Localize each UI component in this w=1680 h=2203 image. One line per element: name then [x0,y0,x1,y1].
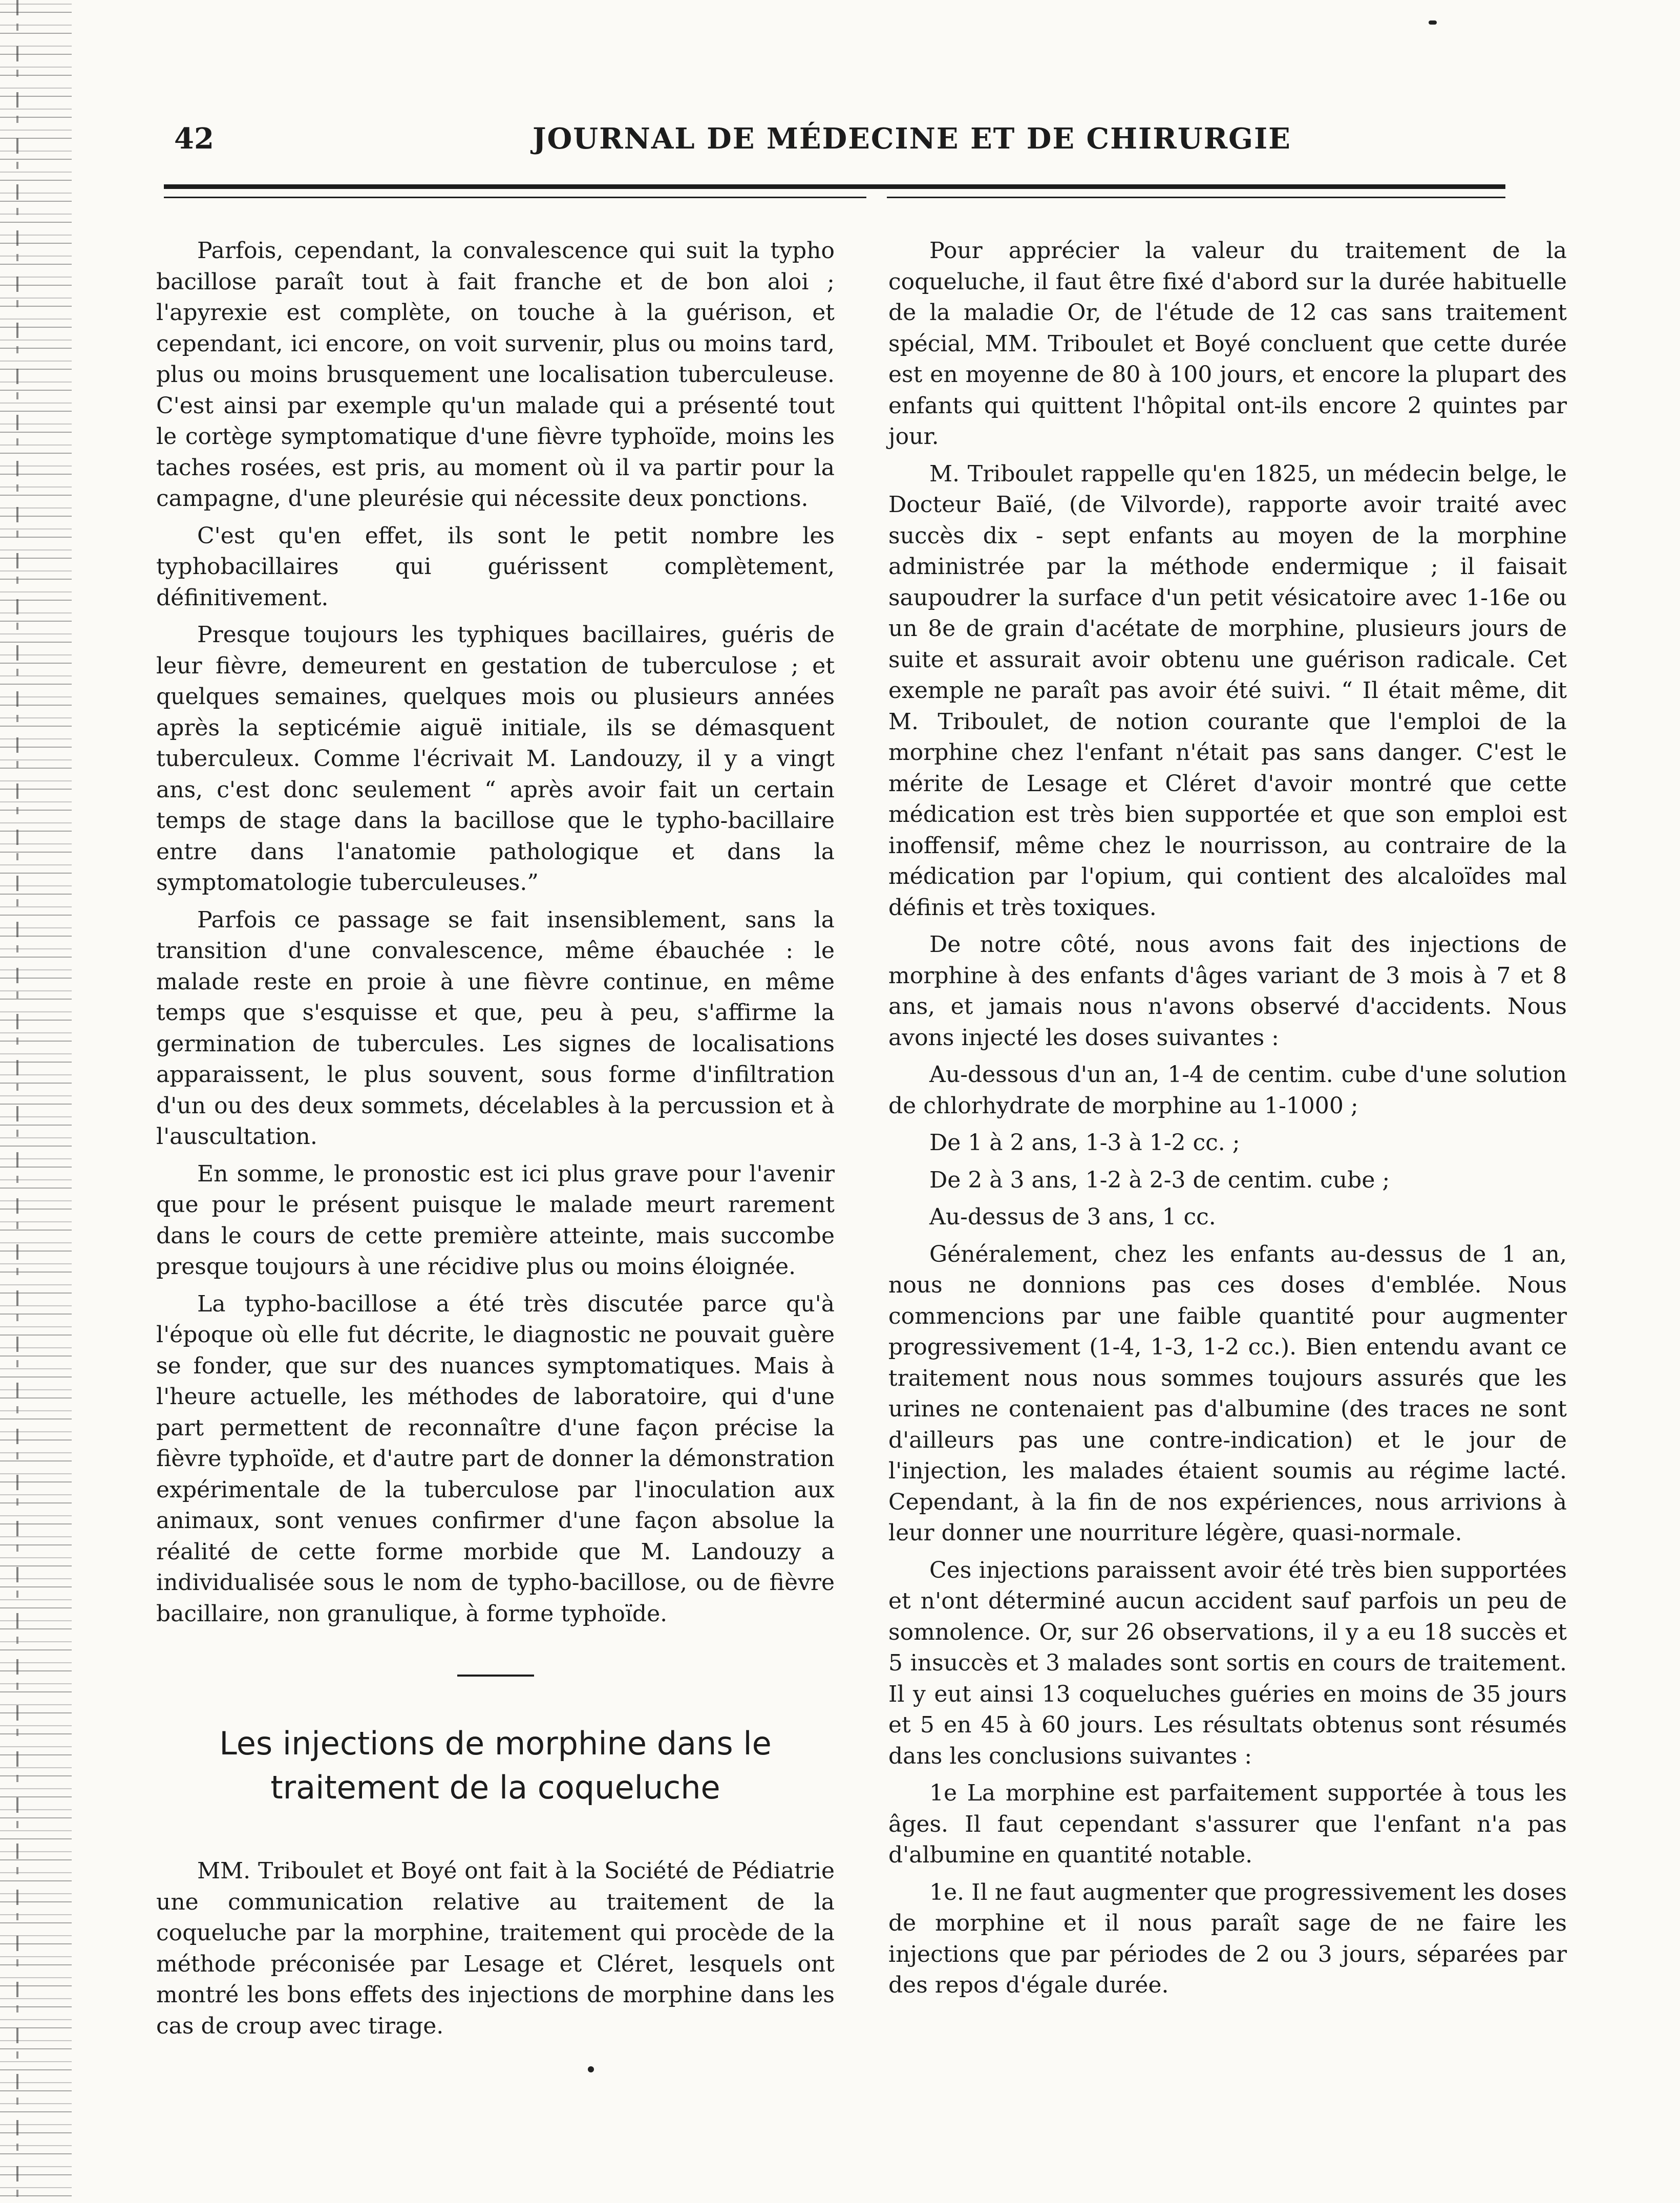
left-paragraph-6: La typho-bacillose a été très discutée parce qu'à l'époque où elle fut décrite, le diagnostic ne pouvait guère se fonder, que sur des nuances symptomatiques. Mais à l'heure actuelle, les méthodes de laboratoire, qui d'une part permettent de reconnaître d'une façon précise la fièvre typhoïde, et d'autre part de donner la démonstration expérimentale de la tuberculose par l'inoculation aux animaux, sont venues confirmer d'une façon absolue la réalité de cette forme morbide que M. Landouzy a individualisée sous le nom de typho-bacillose, ou de fièvre bacillaire, non granulique, à forme typhoïde. [156,1290,835,1627]
right-paragraph-1: Pour apprécier la valeur du traitement de la coqueluche, il faut être fixé d'abord sur la durée habituelle de la maladie Or, de l'étude de 12 cas sans traitement spécial, MM. Triboulet et Boyé concluent que cette durée est en moyenne de 80 à 100 jours, et encore la plupart des enfants qui quittent l'hôpital ont-ils encore 2 quintes par jour. [888,238,1567,450]
right-paragraph-2: M. Triboulet rappelle qu'en 1825, un médecin belge, le Docteur Baïé, (de Vilvorde), rapporte avoir traité avec succès dix - sept enfants au moyen de la morphine administrée par la méthode endermique ; il faisait saupoudrer la surface d'un petit vésicatoire avec 1-16e ou un 8e de grain d'acétate de morphine, plusieurs jours de suite et assurait avoir obtenu une guérison radicale. Cet exemple ne paraît pas avoir été suivi. “ Il était même, dit M. Triboulet, de notion courante que l'emploi de la morphine chez l'enfant n'était pas sans danger. C'est le mérite de Lesage et Cléret d'avoir montré que cette médication est très bien supportée et que son emploi est inoffensif, même chez le nourrisson, au contraire de la médication par l'opium, qui contient des alcaloïdes mal définis et très toxiques. [888,460,1567,921]
left-column [156,236,835,2048]
left-paragraph-1: Parfois, cependant, la convalescence qui suit la typho bacillose paraît tout à fait franche et de bon aloi ; l'apyrexie est complète, on touche à la guérison, et cependant, ici encore, on voit survenir, plus ou moins tard, plus ou moins brusquement une localisation tuberculeuse. C'est ainsi par exemple qu'un malade qui a présenté tout le cortège symptomatique d'une fièvre typhoïde, moins les taches rosées, est pris, au moment où il va partir pour la campagne, d'une pleurésie qui nécessite deux ponctions. [156,238,835,512]
scanned-page-edge [0,0,72,2203]
dose-line-4: Au-dessus de 3 ans, 1 cc. [929,1204,1216,1230]
page-number: 42 [174,122,214,156]
right-column [888,236,1567,2007]
dose-line-1: Au-dessous d'un an, 1-4 de centim. cube d'une solution de chlorhydrate de morphine au 1-1000 ; [888,1062,1567,1119]
left-paragraph-5: En somme, le pronostic est ici plus grave pour l'avenir que pour le présent puisque le malade meurt rarement dans le cours de cette première atteinte, mais succombe presque toujours à une récidive plus ou moins éloignée. [156,1160,835,1280]
left-paragraph-4: Parfois ce passage se fait insensiblement, sans la transition d'une convalescence, même ébauchée : le malade reste en proie à une fièvre continue, en même temps que s'esquisse et que, peu à peu, s'affirme la germination de tubercules. Les signes de localisations apparaissent, le plus souvent, sous forme d'infiltration d'un ou des deux sommets, décelables à la percussion et à l'auscultation. [156,906,835,1150]
header-rule-thick [164,184,1505,189]
rule-column-gap [866,190,887,201]
print-speck [588,2066,594,2072]
right-paragraph-5: Ces injections paraissent avoir été très bien supportées et n'ont déterminé aucun accident sauf parfois un peu de somnolence. Or, sur 26 observations, il y a eu 18 succès et 5 insuccès et 3 malades sont sortis en cours de traitement. Il y eut ainsi 13 coqueluches guéries en moins de 35 jours et 5 en 45 à 60 jours. Les résultats obtenus sont résumés dans les conclusions suivantes : [888,1557,1567,1769]
print-speck [1429,20,1437,25]
left-paragraph-3: Presque toujours les typhiques bacillaires, guéris de leur fièvre, demeurent en gestation de tuberculose ; et quelques semaines, quelques mois ou plusieurs années après la septicémie aiguë initiale, ils se démasquent tuberculeux. Comme l'écrivait M. Landouzy, il y a vingt ans, c'est donc seulement “ après avoir fait un certain temps de stage dans la bacillose que le typho-bacillaire entre dans l'anatomie pathologique et dans la symptomatologie tuberculeuses.” [156,622,835,896]
section-paragraph: MM. Triboulet et Boyé ont fait à la Société de Pédiatrie une communication relative au traitement de la coqueluche par la morphine, traitement qui procède de la méthode préconisée par Lesage et Cléret, lesquels ont montré les bons effets des injections de morphine dans les cas de croup avec tirage. [156,1858,835,2039]
conclusion-2: 1e. Il ne faut augmenter que progressivement les doses de morphine et il nous paraît sage de ne faire les injections que par périodes de 2 ou 3 jours, séparées par des repos d'égale durée. [888,1879,1567,1998]
dose-line-2: De 1 à 2 ans, 1-3 à 1-2 cc. ; [929,1130,1240,1156]
running-header [174,122,1505,168]
journal-title: JOURNAL DE MÉDECINE ET DE CHIRURGIE [533,122,1291,156]
dose-line-3: De 2 à 3 ans, 1-2 à 2-3 de centim. cube ; [929,1167,1390,1193]
section-divider [457,1675,534,1677]
binding-shadow [16,0,18,2203]
header-rule-thin [164,197,1505,198]
section-title: Les injections de morphine dans le traitement de la coqueluche [219,1725,772,1806]
conclusion-1: 1e La morphine est parfaitement supportée à tous les âges. Il faut cependant s'assurer que l'enfant n'a pas d'albumine en quantité notable. [888,1780,1567,1868]
right-paragraph-4: Généralement, chez les enfants au-dessus de 1 an, nous ne donnions pas ces doses d'emblée. Nous commencions par une faible quantité pour augmenter progressivement (1-4, 1-3, 1-2 cc.). Bien entendu avant ce traitement nous nous sommes toujours assurés que les urines ne contenaient pas d'albumine (des traces ne sont d'ailleurs pas une contre-indication) et le jour de l'injection, les malades étaient soumis au régime lacté. Cependant, à la fin de nos expériences, nous arrivions à leur donner une nourriture légère, quasi-normale. [888,1241,1567,1546]
left-paragraph-2: C'est qu'en effet, ils sont le petit nombre les typhobacillaires qui guérissent complètement, définitivement. [156,522,835,611]
right-paragraph-3: De notre côté, nous avons fait des injections de morphine à des enfants d'âges variant de 3 mois à 7 et 8 ans, et jamais nous n'avons observé d'accidents. Nous avons injecté les doses suivantes : [888,931,1567,1051]
